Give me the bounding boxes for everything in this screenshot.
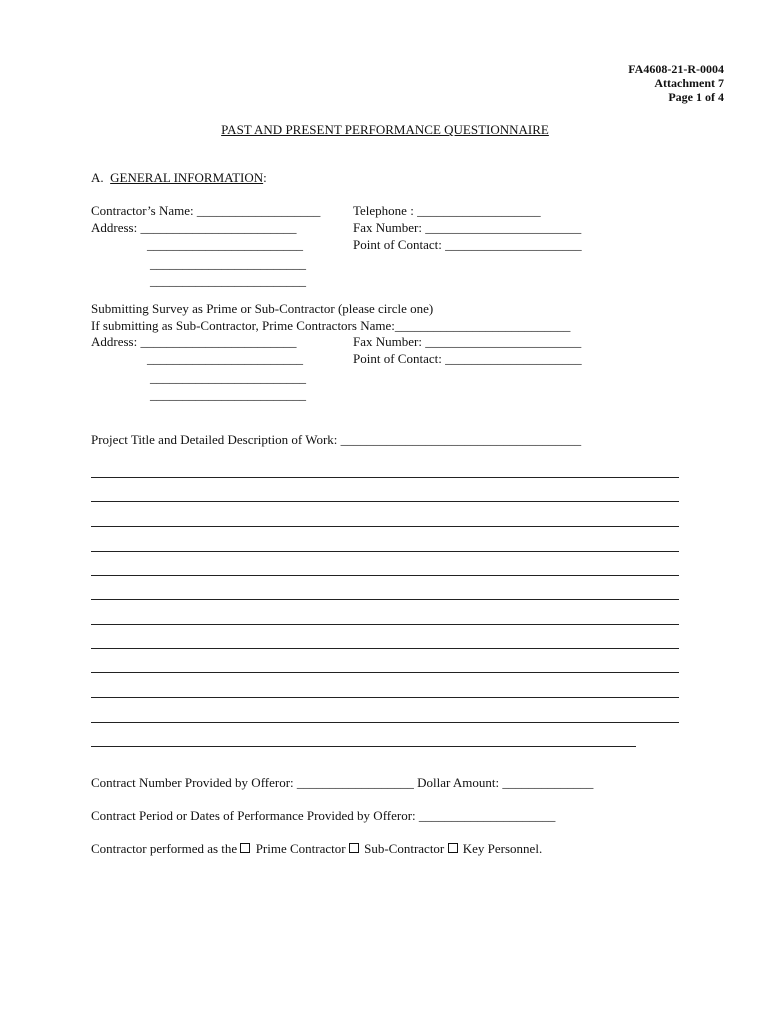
fax-number-field[interactable]: Fax Number: ________________________	[353, 220, 582, 235]
project-title-field[interactable]: Project Title and Detailed Description of Work: _____________________________________	[91, 432, 582, 447]
prime-fax-number-field[interactable]: Fax Number: ________________________	[353, 334, 582, 349]
section-a-prefix: A.	[91, 170, 104, 185]
document-number: FA4608-21-R-0004	[628, 62, 724, 76]
contractor-role-label: Contractor performed as the	[91, 841, 238, 856]
description-line[interactable]	[91, 648, 679, 649]
section-a-title: GENERAL INFORMATION	[110, 170, 264, 185]
telephone-field[interactable]: Telephone : ___________________	[353, 203, 541, 218]
contractor-address-field[interactable]: Address: ________________________	[91, 220, 297, 235]
page-indicator: Page 1 of 4	[668, 90, 724, 104]
contractor-address-line-4[interactable]: ________________________	[150, 273, 306, 288]
prime-sub-selection[interactable]: Submitting Survey as Prime or Sub-Contractor (please circle one)	[91, 301, 434, 316]
description-line[interactable]	[91, 575, 679, 576]
description-line[interactable]	[91, 672, 679, 673]
description-line[interactable]	[91, 722, 679, 723]
key-personnel-option-label: Key Personnel.	[462, 841, 543, 856]
description-line[interactable]	[91, 501, 679, 502]
description-line[interactable]	[91, 526, 679, 527]
description-line[interactable]	[91, 599, 679, 600]
page-title: PAST AND PRESENT PERFORMANCE QUESTIONNAIRE	[221, 122, 549, 137]
prime-point-of-contact-field[interactable]: Point of Contact: _____________________	[353, 351, 582, 366]
description-line-last[interactable]	[91, 746, 636, 747]
prime-address-line-3[interactable]: ________________________	[150, 370, 306, 385]
contractor-address-line-3[interactable]: ________________________	[150, 256, 306, 271]
prime-address-line-4[interactable]: ________________________	[150, 387, 306, 402]
prime-contractor-checkbox[interactable]	[240, 843, 250, 853]
description-line[interactable]	[91, 624, 679, 625]
key-personnel-checkbox[interactable]	[448, 843, 458, 853]
description-line[interactable]	[91, 697, 679, 698]
prime-contractor-option-label: Prime Contractor	[255, 841, 346, 856]
attachment-label: Attachment 7	[654, 76, 724, 90]
section-a-colon: :	[263, 170, 267, 185]
prime-address-line-2[interactable]: ________________________	[147, 351, 303, 366]
point-of-contact-field[interactable]: Point of Contact: _____________________	[353, 237, 582, 252]
sub-contractor-checkbox[interactable]	[349, 843, 359, 853]
description-line[interactable]	[91, 551, 679, 552]
contractor-role-row	[91, 841, 542, 857]
description-line[interactable]	[91, 477, 679, 478]
prime-address-field[interactable]: Address: ________________________	[91, 334, 297, 349]
contractor-name-field[interactable]: Contractor’s Name: ___________________	[91, 203, 321, 218]
prime-contractor-name-field[interactable]: If submitting as Sub-Contractor, Prime Contractors Name:___________________________	[91, 318, 571, 333]
contract-period-field[interactable]: Contract Period or Dates of Performance Provided by Offeror: _____________________	[91, 808, 556, 823]
contract-number-dollar-amount-field[interactable]: Contract Number Provided by Offeror: __________________ Dollar Amount: ______________	[91, 775, 594, 790]
sub-contractor-option-label: Sub-Contractor	[364, 841, 445, 856]
contractor-address-line-2[interactable]: ________________________	[147, 237, 303, 252]
section-a-heading	[91, 170, 267, 186]
